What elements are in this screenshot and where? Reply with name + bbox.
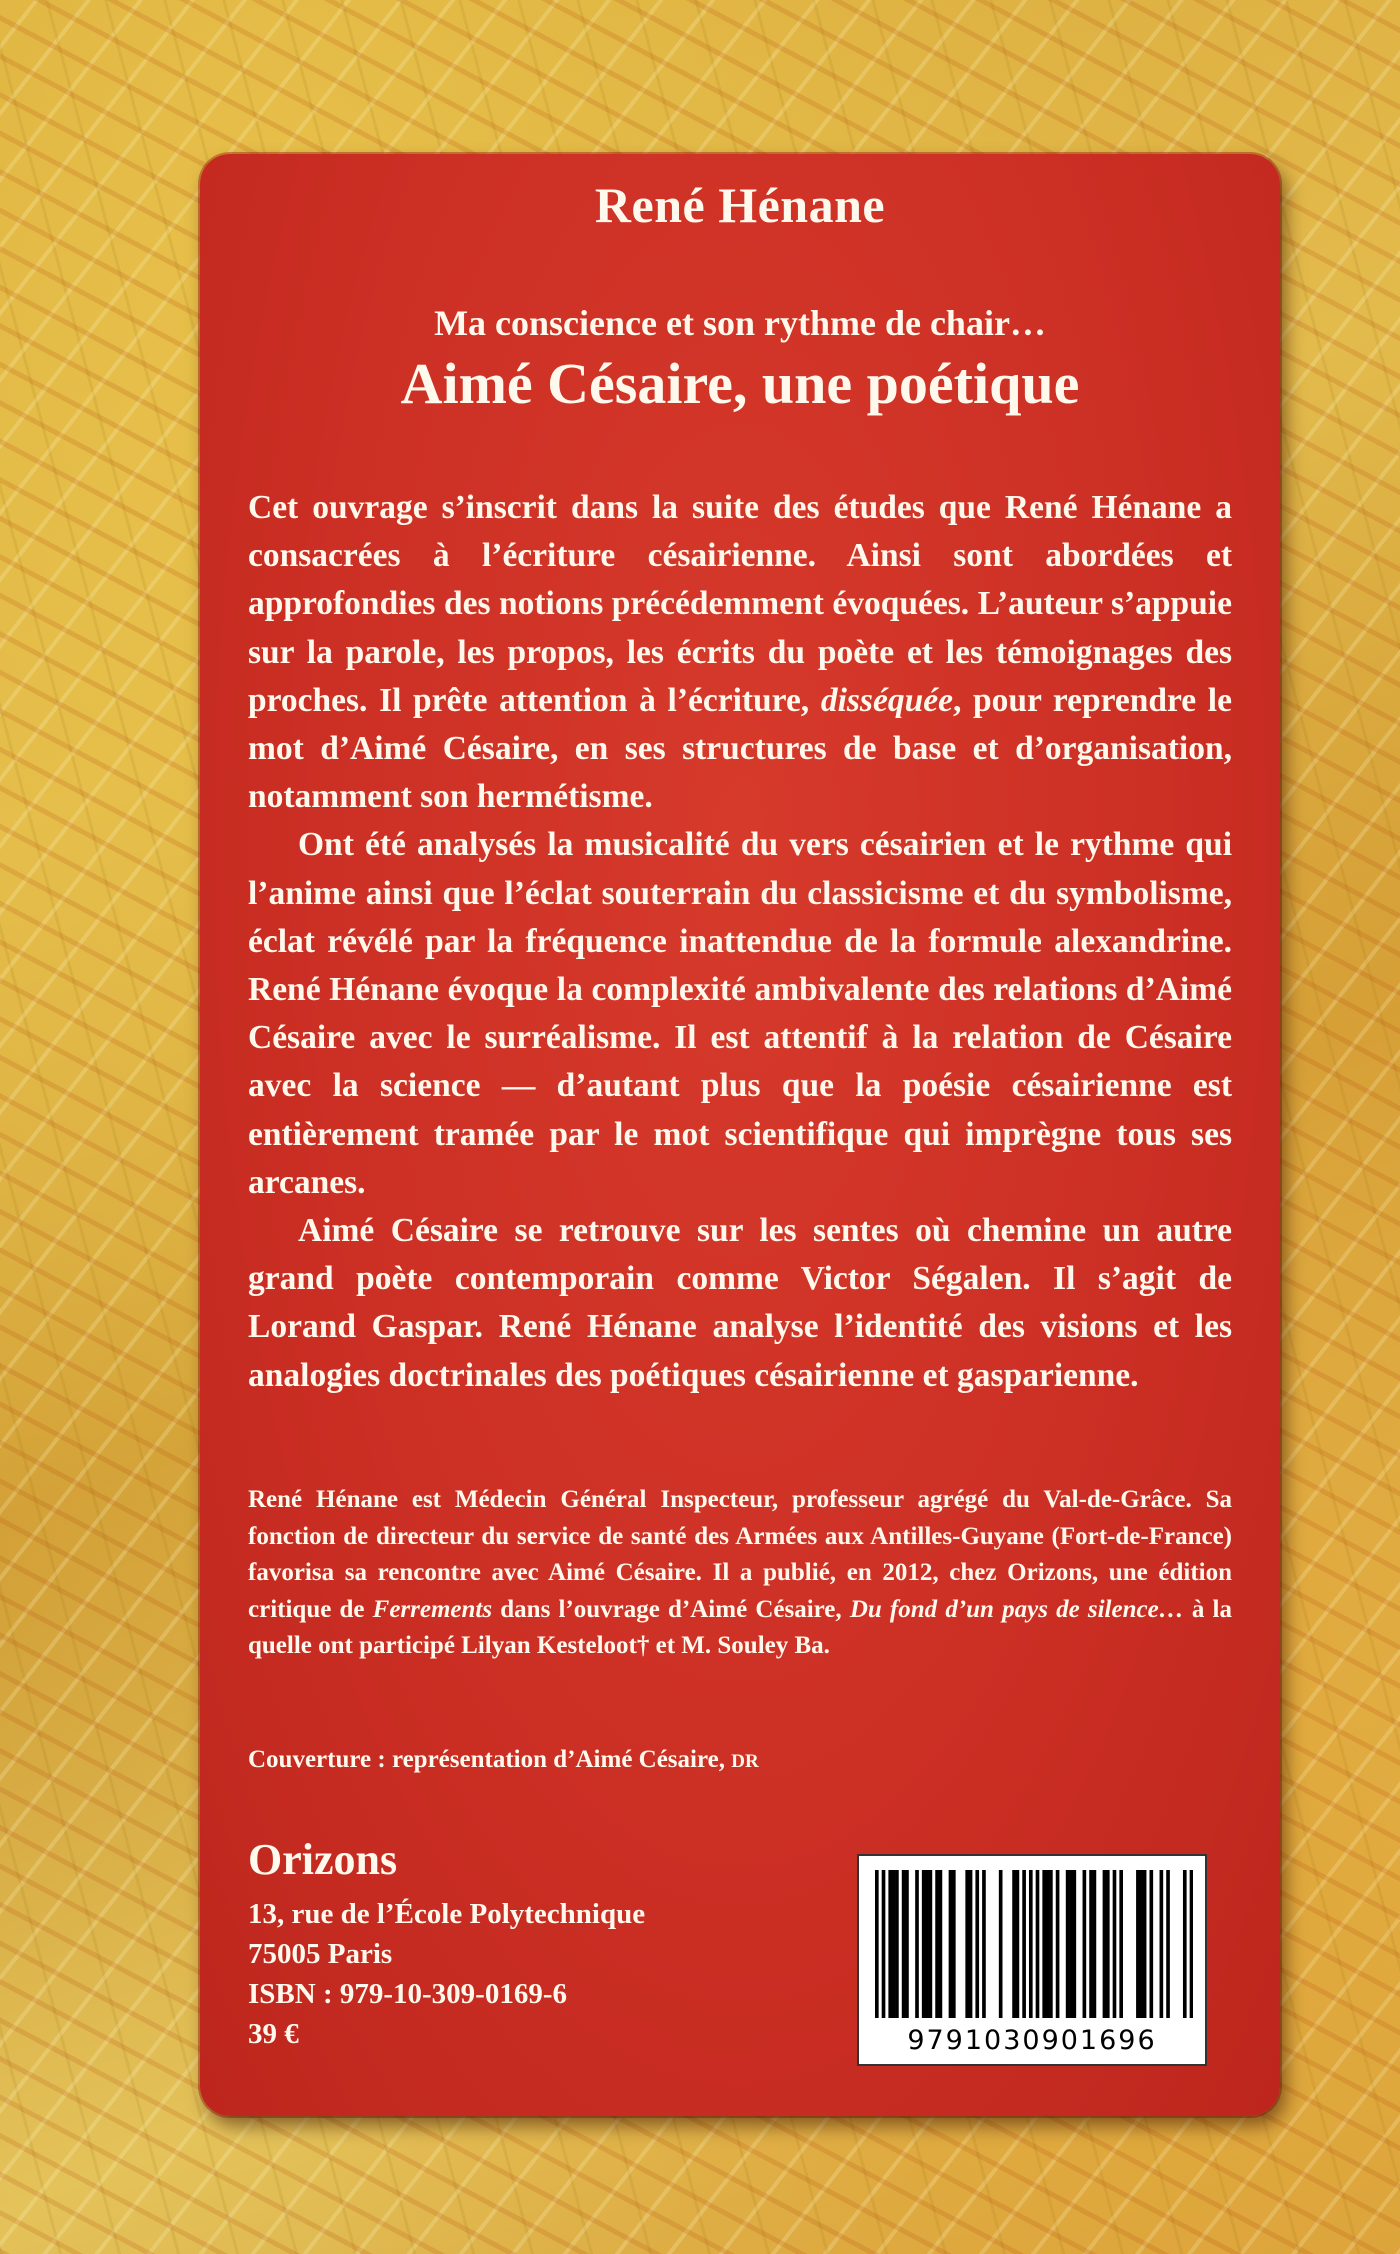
author-bio-part-c: à la quelle ont participé Lilyan Kesteloot† et M. Souley Ba. (248, 1595, 1232, 1659)
cover-credit-text: Couverture : représentation d’Aimé Césaire, (248, 1746, 732, 1773)
barcode-bar (1093, 1870, 1097, 2018)
barcode-bar (999, 1870, 1003, 2018)
barcode-bar (1056, 1870, 1060, 2018)
barcode-bar (1139, 1870, 1143, 2018)
barcode-bar (925, 1870, 929, 2018)
barcode-bar (965, 1870, 969, 2018)
book-subtitle: Ma conscience et son rythme de chair… (434, 303, 1046, 343)
barcode-bar (1190, 1870, 1193, 2018)
summary-paragraph-1 (248, 484, 1232, 821)
barcode-bar (929, 1870, 933, 2018)
publisher-address (248, 1894, 645, 2054)
barcode-bar (1149, 1870, 1153, 2018)
barcode-bar (1143, 1870, 1147, 2018)
summary-paragraph-2: Ont été analysés la musicalité du vers césairien et le rythme qui l’anime ainsi que l’éclat souterrain du classicisme et du symbolisme, éclat révélé par la fréquence inattendue de la formule alexandrine. René Hénane évoque la complexité ambivalente des relations d’Aimé Césaire avec le surréalisme. Il est attentif à la relation de Césaire avec la science — d’autant plus que la poésie césairienne est entièrement tramée par le mot scientifique qui imprègne tous ses arcanes. (248, 826, 1232, 1201)
barcode-bar (1069, 1870, 1073, 2018)
address-line-1: 13, rue de l’École Polytechnique (248, 1898, 646, 1930)
barcode-bar (952, 1870, 956, 2018)
barcode-bar (892, 1870, 896, 2018)
barcode-bar (1166, 1870, 1170, 2018)
price-line: 39 € (248, 2018, 299, 2050)
barcode-bar (1136, 1870, 1140, 2018)
publisher-name: Orizons (248, 1835, 398, 1884)
barcode-bar (1072, 1870, 1076, 2018)
summary-paragraph-1-part-a: Cet ouvrage s’inscrit dans la suite des études que René Hénane a consacrées à l’écriture césairienne. Ainsi sont abordées et approfondies des notions précédemment évoquées. L’auteur s’appuie sur la parole, les propos, les écrits du poète et les témoignages des proches. Il prête attention à l’écriture, (248, 489, 1232, 719)
author-name: René Hénane (594, 177, 886, 233)
barcode-bar (1042, 1870, 1046, 2018)
barcode-bar (1119, 1870, 1123, 2018)
barcode-bar (1106, 1870, 1110, 2018)
barcode-bar (895, 1870, 899, 2018)
barcode-bar (882, 1870, 886, 2018)
barcode-bar (982, 1870, 986, 2018)
summary-text (248, 484, 1232, 1400)
barcode-bar (905, 1870, 909, 2018)
author-bio-part-a: René Hénane est Médecin Général Inspecteur, professeur agrégé du Val-de-Grâce. Sa fonction de directeur du service de santé des Armées aux Antilles-Guyane (Fort-de-France) favorisa sa rencontre avec Aimé Césaire. Il a publié, en 2012, chez Orizons, une édition critique de (248, 1486, 1232, 1623)
barcode-bar (935, 1870, 939, 2018)
author-bio-part-b: dans l’ouvrage d’Aimé Césaire, (492, 1595, 850, 1623)
barcode-bar (969, 1870, 973, 2018)
barcode-bar (1022, 1870, 1026, 2018)
barcode-bar (1103, 1870, 1107, 2018)
author-bio-emphasis-2: Du fond d’un pays de silence… (849, 1595, 1184, 1623)
back-cover-panel (200, 154, 1280, 2116)
barcode-bar (888, 1870, 892, 2018)
summary-paragraph-1-part-b: , pour reprendre le mot d’Aimé Césaire, en ses structures de base et d’organisation, notamment son hermétisme. (248, 681, 1232, 816)
summary-paragraph-3: Aimé Césaire se retrouve sur les sentes où chemine un autre grand poète contemporain comme Victor Ségalen. Il s’agit de Lorand Gaspar. René Hénane analyse l’identité des visions et les analogies doctrinales des poétiques césairienne et gasparienne. (248, 1212, 1232, 1394)
cover-credit (248, 1746, 759, 1774)
barcode-bar (1036, 1870, 1040, 2018)
barcode-bar (949, 1870, 953, 2018)
barcode-bar (1046, 1870, 1050, 2018)
barcode-bar (1029, 1870, 1033, 2018)
isbn-line: ISBN : 979-10-309-0169-6 (248, 1978, 567, 2010)
barcode-bar (975, 1870, 979, 2018)
barcode-digits: 9791030901696 (907, 2025, 1157, 2056)
barcode-bars (875, 1870, 1193, 2018)
address-line-2: 75005 Paris (248, 1938, 393, 1970)
cover-credit-dr: DR (731, 1751, 759, 1772)
barcode-bar (915, 1870, 919, 2018)
barcode-bar (1160, 1870, 1164, 2018)
barcode-bar (902, 1870, 906, 2018)
barcode-bar (875, 1870, 879, 2018)
barcode-bar (1016, 1870, 1020, 2018)
author-bio-emphasis-1: Ferrements (372, 1595, 493, 1623)
barcode-bar (1183, 1870, 1187, 2018)
barcode-bar (939, 1870, 943, 2018)
barcode-bar (1012, 1870, 1016, 2018)
barcode-bar (1089, 1870, 1093, 2018)
barcode-bar (1066, 1870, 1070, 2018)
barcode (857, 1854, 1207, 2066)
barcode-bar (1049, 1870, 1053, 2018)
author-bio (248, 1482, 1232, 1665)
summary-paragraph-1-emphasis: disséquée (820, 681, 953, 719)
barcode-bar (922, 1870, 926, 2018)
barcode-bar (1083, 1870, 1087, 2018)
barcode-bar (1113, 1870, 1117, 2018)
book-title: Aimé Césaire, une poétique (400, 351, 1080, 416)
